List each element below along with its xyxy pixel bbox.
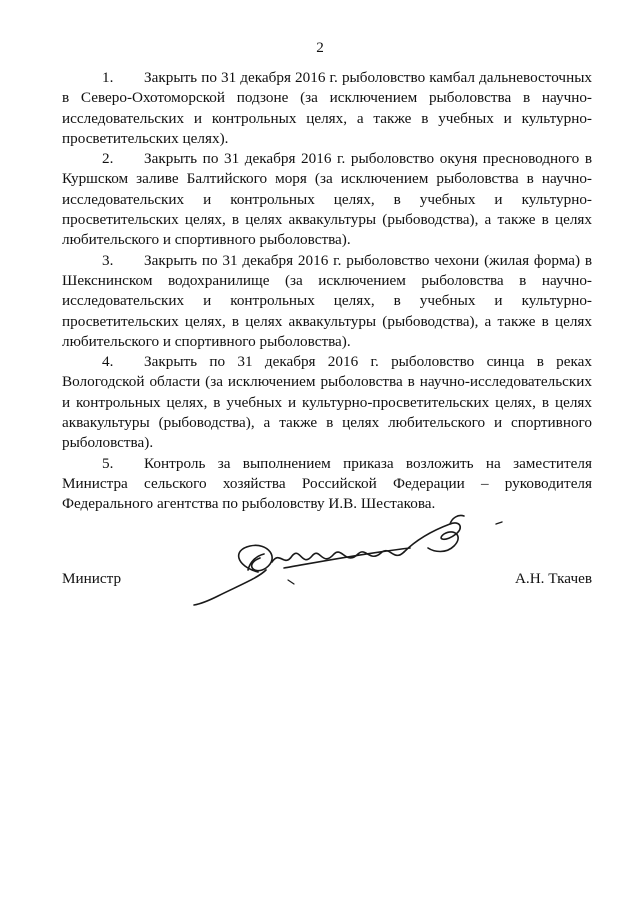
paragraph-number: 5. [102, 454, 114, 472]
page-number: 2 [316, 39, 324, 56]
paragraph-text: Закрыть по 31 декабря 2016 г. рыболовство синца в реках Вологодской области (за исключением рыболовства в научно-исследовательских и контрольных целях, в учебных и культурно-просветительских целях, в целях аквакультуры (рыбоводства), а также в целях любительского и спортивного рыболовства). [62, 353, 592, 452]
handwritten-signature-icon [188, 510, 518, 610]
signatory-title: Министр [62, 570, 122, 587]
paragraph-number: 2. [102, 150, 114, 168]
order-paragraph-1 [62, 68, 592, 149]
order-paragraph-4 [62, 352, 592, 453]
order-paragraph-3 [62, 251, 592, 352]
signatory-name: А.Н. Ткачев [514, 570, 592, 587]
paragraph-text: Закрыть по 31 декабря 2016 г. рыболовство окуня пресноводного в Куршском заливе Балтийского моря (за исключением рыболовства в научно-исследовательских и контрольных целях, в учебных и культурно-просветительских целях, в целях аквакультуры (рыбоводства), а также в целях любительского и спортивного рыболовства). [62, 150, 592, 249]
signature-block [62, 569, 592, 593]
paragraph-text: Контроль за выполнением приказа возложить на заместителя Министра сельского хозяйства Российской Федерации – руководителя Федерального агентства по рыболовству И.В. Шестакова. [62, 454, 592, 513]
order-paragraph-2 [62, 149, 592, 250]
paragraph-text: Закрыть по 31 декабря 2016 г. рыболовство чехони (жилая форма) в Шекснинском водохранилище (за исключением рыболовства в научно-исследовательских и контрольных целях, в учебных и культурно-просветительских целях, в целях аквакультуры (рыбоводства), а также в целях любительского и спортивного рыболовства). [62, 251, 592, 350]
paragraph-text: Закрыть по 31 декабря 2016 г. рыболовство камбал дальневосточных в Северо-Охотоморской подзоне (за исключением рыболовства в научно-исследовательских и контрольных целях, а также в учебных и культурно-просветительских целях). [62, 69, 592, 147]
paragraph-number: 3. [102, 251, 114, 269]
paragraph-number: 1. [102, 69, 114, 86]
order-body [62, 68, 592, 515]
paragraph-number: 4. [102, 353, 114, 371]
order-paragraph-5 [62, 454, 592, 515]
